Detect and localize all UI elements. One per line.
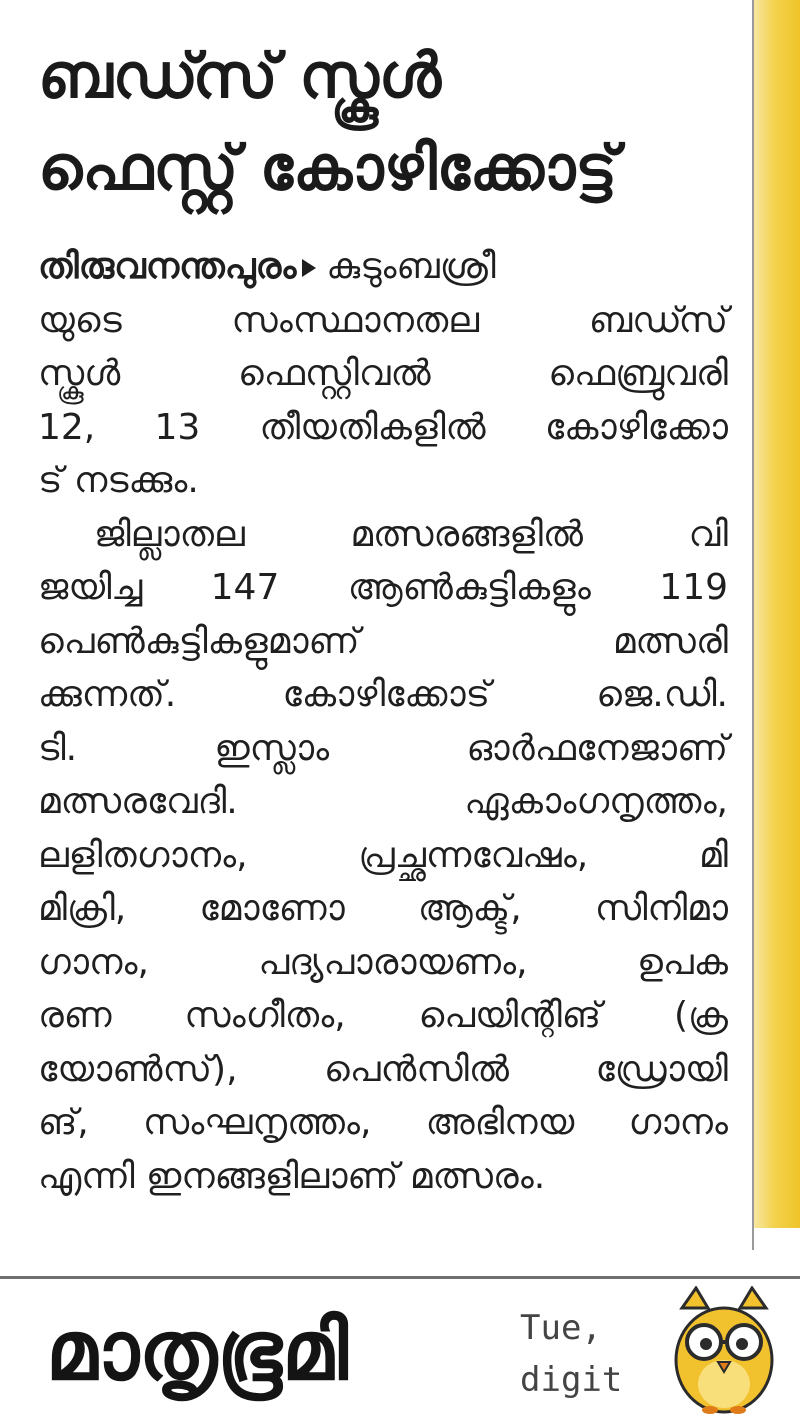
body-line: 12, 13 തീയതികളിൽ കോഴിക്കോ [38, 406, 728, 448]
headline [38, 30, 728, 214]
body-line: ഗാനം, പദ്യപാരായണം, ഉപക [38, 941, 728, 983]
body-line: മിക്രി, മോണോ ആക്ട്, സിനിമാ [38, 888, 728, 929]
body-line: യോൺസ്), പെൻസിൽ ഡ്രോയി [38, 1048, 728, 1090]
body-line: രണ സംഗീതം, പെയിന്റിങ് (ക്ര [38, 995, 728, 1036]
date-stamp-line-2: digit [520, 1360, 623, 1400]
body-line: സ്കൂൾ ഫെസ്റ്റിവൽ ഫെബ്രുവരി [38, 353, 728, 394]
owl-mascot-icon [668, 1286, 780, 1416]
article-body [38, 240, 728, 1203]
adjacent-column-strip [754, 0, 800, 1228]
body-line: ജില്ലാതല മത്സരങ്ങളിൽ വി [94, 513, 728, 555]
masthead-logo: മാതൃഭൂമി [46, 1303, 349, 1399]
body-line: പെൺകുട്ടികളുമാണ് മത്സരി [38, 620, 728, 662]
date-stamp [520, 1302, 622, 1406]
footer-divider [0, 1276, 800, 1279]
dateline-arrow-icon [302, 259, 316, 277]
body-line [38, 240, 728, 294]
body-line: ലളിതഗാനം, പ്രച്ഛന്നവേഷം, മി [38, 834, 728, 876]
body-line: യുടെ സംസ്ഥാനതല ബഡ്സ് [38, 299, 728, 341]
body-line-text: കുടുംബശ്രീ [326, 246, 496, 287]
dateline: തിരുവനന്തപുരം [38, 246, 297, 287]
body-line: ട് നടക്കും. [38, 460, 199, 501]
body-line: എന്നി ഇനങ്ങളിലാണ് മത്സരം. [38, 1155, 546, 1197]
column-rule [752, 0, 754, 1250]
article [38, 30, 728, 1203]
body-line: ങ്, സംഘനൃത്തം, അഭിനയ ഗാനം [38, 1102, 728, 1143]
body-line: ജയിച്ച 147 ആൺകുട്ടികളും 119 [38, 567, 728, 608]
date-stamp-line-1: Tue, [520, 1308, 602, 1348]
body-line: ടി. ഇസ്ലാം ഓർഫനേജാണ് [38, 727, 728, 769]
headline-line-1: ബഡ്സ് സ്കൂൾ [38, 39, 442, 112]
body-line: ക്കുന്നത്. കോഴിക്കോട് ജെ.ഡി. [38, 674, 728, 715]
body-line: മത്സരവേദി. ഏകാംഗനൃത്തം, [38, 781, 728, 822]
headline-line-2: ഫെസ്റ്റ് കോഴിക്കോട്ട് [38, 131, 618, 204]
